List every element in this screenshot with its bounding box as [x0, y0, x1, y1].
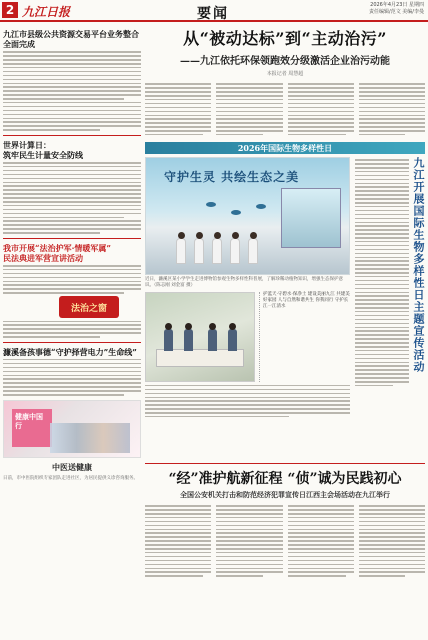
feature-photo[interactable] — [145, 157, 350, 275]
info-table — [156, 349, 244, 367]
specimen — [206, 202, 216, 207]
student-figure — [248, 238, 258, 264]
body-text — [3, 162, 141, 234]
specimen — [231, 210, 241, 215]
left-column — [3, 26, 141, 636]
student-figure — [194, 238, 204, 264]
poem-text: 护蓝天·守碧水·保净土 建设美丽九江 共建美好家园 人与自然和谐共生 你我同行 守护长江一江清水 — [259, 292, 350, 382]
feature-caption: 近日，濂溪区某小学学生走进博物馆参观生物多样性科普展，了解珍稀动植物知识，增强生态保护意识。（陈志刚 刘金富 摄） — [145, 276, 343, 288]
story-title[interactable] — [3, 140, 141, 160]
issue-date: 2026年4月23日 星期四 — [370, 2, 424, 8]
masthead — [0, 0, 428, 22]
person-figure — [228, 329, 237, 351]
story-title[interactable] — [3, 243, 141, 263]
person-figure — [164, 329, 173, 351]
person-figure — [208, 329, 217, 351]
side-body-text — [355, 159, 409, 386]
photo-caption: 日前，市中医院组织专家团队走进社区，为居民提供义诊咨询服务。 — [3, 475, 138, 481]
editor-line: 责任编辑/范文 美编/李曼 — [369, 9, 424, 15]
story-headline: 筑牢民生计量安全防线 — [3, 149, 83, 160]
story-headline: 民法典进军营宣讲活动 — [3, 252, 83, 263]
divider — [3, 238, 141, 239]
feature-banner: 2026年国际生物多样性日 — [145, 142, 425, 154]
photo-wall-title: 守护生灵 共绘生态之美 — [164, 169, 300, 184]
side-story-title[interactable]: 九江开展国际生物多样性日主题宣传活动 — [412, 156, 425, 373]
story-headline: 我市开展“法治护军·情暖军属” — [3, 242, 111, 253]
divider — [3, 342, 141, 343]
bottom-headline[interactable]: “经”准护航新征程 “侦”诚为民践初心 — [168, 470, 402, 487]
bottom-story — [145, 463, 425, 579]
body-text — [3, 359, 141, 396]
story-title[interactable]: 濂溪备孩事德“守护择营电力”生命线” — [3, 346, 137, 357]
photo-title: 中医送健康 — [52, 461, 92, 472]
lead-headline[interactable]: 从“被动达标”到“主动治污” — [183, 29, 387, 48]
body-text — [3, 321, 141, 338]
section-name: 要闻 — [197, 6, 229, 22]
student-figure — [212, 238, 222, 264]
divider — [3, 135, 141, 136]
main-column — [145, 26, 425, 636]
student-figure — [176, 238, 186, 264]
body-text — [3, 51, 141, 130]
date-line — [369, 2, 424, 16]
people-group — [50, 423, 130, 453]
body-text — [3, 265, 141, 294]
display-case — [281, 188, 341, 248]
page-number: 2 — [2, 2, 18, 18]
feature-section — [145, 157, 425, 457]
student-figure — [230, 238, 240, 264]
column-badge: 法治之窗 — [59, 296, 119, 318]
paper-name: 九江日报 — [22, 5, 71, 19]
bottom-subhead: 全国公安机关打击和防范经济犯罪宣传日江西主会场活动在九江举行 — [180, 489, 390, 499]
story-kicker: 世界计算日： — [3, 139, 51, 150]
person-figure — [184, 329, 193, 351]
bottom-body — [145, 503, 425, 579]
story-title[interactable]: 九江市县级公共资源交易平台业务整合全面完成 — [3, 29, 139, 49]
lead-body — [145, 81, 425, 138]
reporter-byline: 本报记者 周慧超 — [266, 71, 304, 77]
event-photo[interactable] — [145, 292, 255, 382]
lead-subhead: ——九江依托环保领跑效分级激活企业治污动能 — [180, 56, 390, 67]
specimen — [256, 204, 266, 209]
photo-banner: 健康中国行 — [12, 409, 52, 447]
body-text — [145, 385, 350, 418]
news-photo[interactable] — [3, 400, 141, 458]
